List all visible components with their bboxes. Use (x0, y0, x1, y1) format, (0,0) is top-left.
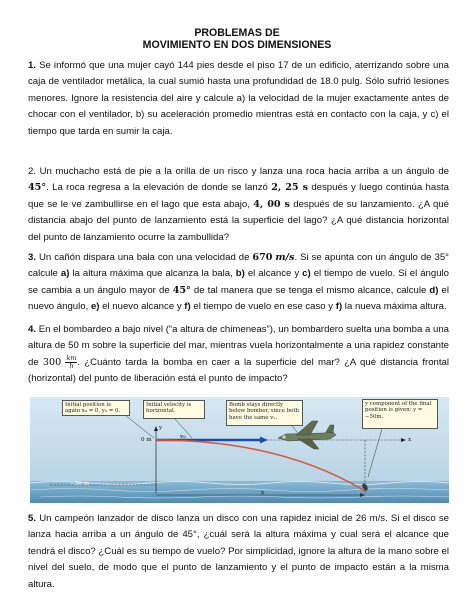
v0-label: v₀ (180, 434, 186, 440)
problem-3-speed-unit: m/s (275, 252, 295, 263)
problem-3-text-i: el tiempo de vuelo en ese caso y (190, 301, 336, 313)
problem-3-part-f: f) (184, 301, 191, 313)
problem-3-text-c: la altura máxima que alcanza la bala, (69, 268, 236, 280)
problem-3-part-c: c) (302, 268, 311, 280)
problem-5-text: Un campeón lanzador de disco lanza un disco con una rapidez inicial de 26 m/s. Si el disco se lanza hacia arriba a un ángulo de 45°, ¿cuál será la altura máxima y cual será el alcance que tendrá el disco? ¿Cuál es su tiempo de vuelo? Por simplicidad, ignore la altura de la mano sobre el nivel del suelo, de modo que el punto de lanzamiento y el punto de impacto están a la misma altura. (28, 513, 449, 590)
problem-3-text-g: el nuevo ángulo, (28, 284, 449, 313)
depth-label: −50 m (70, 481, 89, 487)
problem-4-unit-numerator: km (66, 354, 77, 363)
problem-2-text-b: . La roca regresa a la elevación de donde se lanzó (46, 182, 272, 194)
bomber-figure (30, 397, 449, 503)
problem-3-part-g: f) (335, 301, 343, 313)
problem-2-text-d: después de su lanzamiento. ¿A qué distancia abajo del punto de lanzamiento está la superficie del lago? ¿A qué distancia horizontal del punto de lanzamiento ocurre la zambullida? (28, 198, 449, 243)
callout-initial-position: Initial position is again x₀ = 0, y₀ = 0. (62, 400, 130, 416)
callout-bomb-below-bomber: Bomb stays directly below bomber, since both have the same vₓ. (226, 400, 303, 426)
problem-3-speed: 670 (252, 252, 273, 263)
problem-4-text-b: . ¿Cuánto tarda la bomba en caer a la superficie del mar? ¿A qué distancia frontal (horizontal) del punto de liberación está el punto de impacto? (28, 356, 450, 385)
problem-3-angle: 45° (172, 284, 191, 296)
problem-3-text-e: el tiempo de vuelo. Si el ángulo se cambia a un ángulo mayor de (28, 268, 450, 296)
problem-4-speed-unit (65, 355, 77, 369)
problem-2-angle: 45° (28, 182, 47, 194)
problem-2-text-c: después y luego continúa hasta que se le ve zambullirse en el lago que esta abajo, (28, 182, 449, 210)
problem-3-part-b: b) (235, 268, 245, 280)
horizontal-distance-label: x (261, 490, 265, 496)
problem-3-text-d: el alcance y (244, 268, 303, 280)
problem-3-part-a: a) (60, 268, 70, 280)
callout-initial-velocity: Initial velocity is horizontal. (143, 400, 205, 419)
x-axis-label: x (408, 437, 412, 443)
problem-2-time-splash: 4, 00 s (253, 198, 290, 210)
problem-3-text-a: Un cañón dispara una bala con una velocidad de (36, 252, 253, 263)
origin-label: 0 m (141, 437, 152, 443)
problem-1-number: 1. (28, 60, 37, 71)
problem-2-time-return: 2, 25 s (271, 182, 308, 194)
document-title-line2: MOVIMIENTO EN DOS DIMENSIONES (142, 39, 332, 51)
problem-3-text-f: de tal manera que se tenga el mismo alcance, calcule (190, 284, 430, 296)
problem-4-unit-denominator: h (69, 361, 74, 370)
problem-2 (28, 164, 449, 246)
problem-3-text-j: la nueva máxima altura. (342, 301, 447, 313)
problem-3-text-b: . Si se apunta con un ángulo de 35° calcule (28, 252, 449, 280)
problem-4-speed: 300 (42, 356, 62, 368)
problem-3-part-e: e) (90, 301, 100, 313)
callout-final-position: y component of the final position is given: y = −50m. (362, 399, 438, 429)
problem-1 (28, 58, 449, 140)
problem-3-number: 3. (28, 252, 37, 263)
y-axis-label: y (159, 425, 163, 431)
problem-4 (28, 322, 449, 388)
problem-3 (28, 250, 449, 316)
problem-5-number: 5. (28, 513, 37, 524)
document-title-line1: PROBLEMAS DE (194, 27, 280, 39)
problem-1-text: Se informó que una mujer cayó 144 pies desde el piso 17 de un edificio, aterrizando sobre una caja de ventilador metálica, la cual sumió hasta una profundidad de 18.0 pulg. Sólo sufrió lesiones menores. Ignore la resistencia del aire y calcule a) la velocidad de la mujer exactamente antes de chocar con el ventilador, b) su aceleración promedio mientras está en contacto con la caja, y c) el tiempo que tarda en sumir la caja. (28, 60, 449, 137)
problem-2-text-a: 2. Un muchacho está de pie a la orilla de un risco y lanza una roca hacia arriba a un ángulo de (28, 166, 449, 177)
problem-3-text-h: el nuevo alcance y (99, 301, 185, 313)
problem-4-text-a: En el bombardeo a bajo nivel (“a altura de chimeneas”), un bombardero suelta una bomba a una altura de 50 m sobre la superficie del mar, mientras vuela horizontalmente a una rapidez constante de (28, 324, 449, 368)
problem-5 (28, 511, 449, 593)
problem-3-part-d: d) (429, 284, 439, 296)
problem-4-number: 4. (28, 324, 37, 335)
